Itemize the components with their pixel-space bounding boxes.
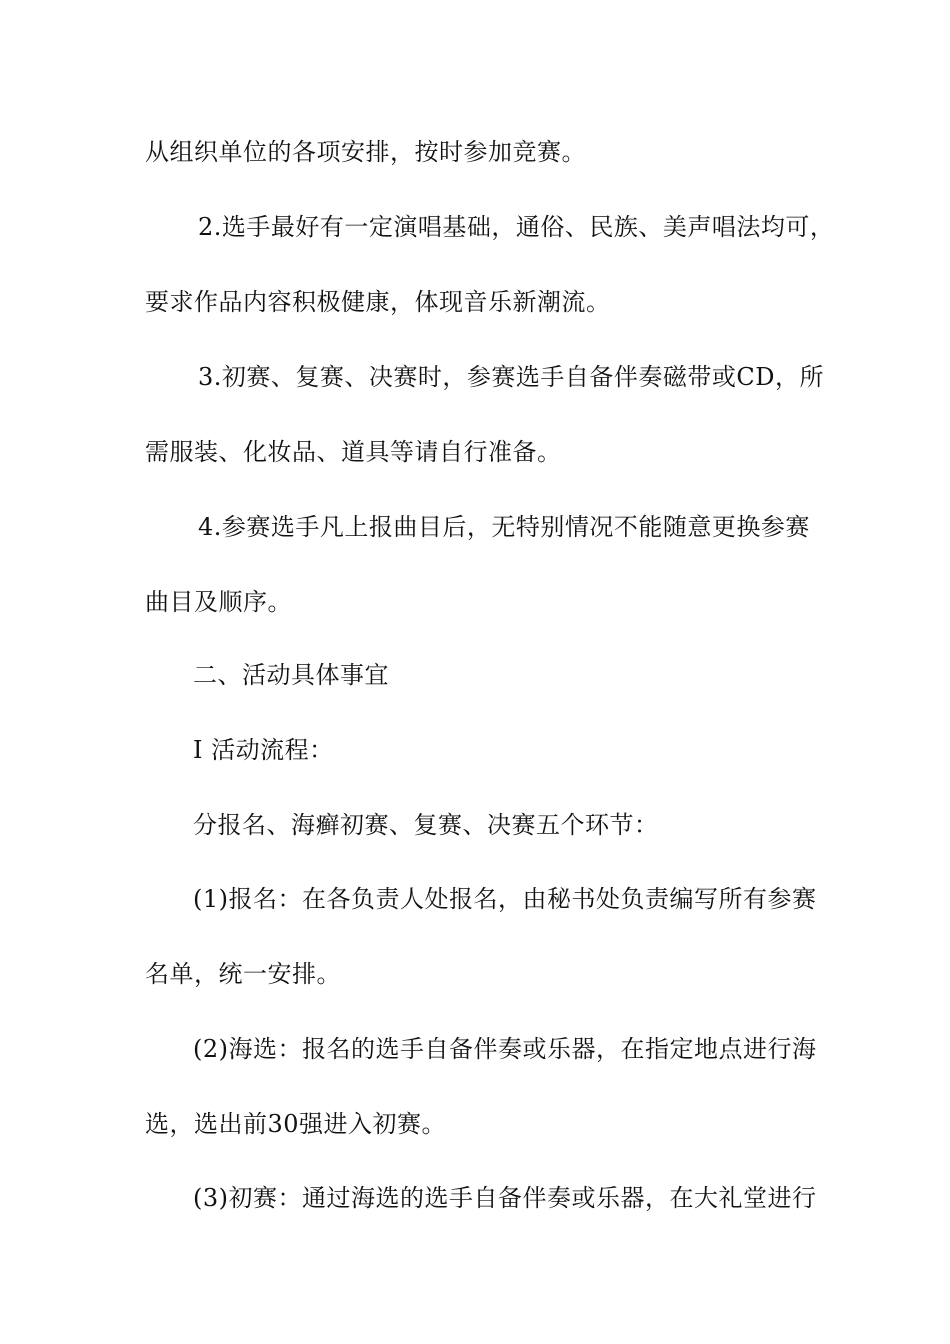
list-item-line: 选，选出前30强进入初赛。	[145, 1110, 447, 1138]
paragraph-line: 4.参赛选手凡上报曲目后，无特别情况不能随意更换参赛	[198, 513, 810, 541]
section-heading: 二、活动具体事宜	[193, 661, 389, 689]
list-item-line: (2)海选：报名的选手自备伴奏或乐器，在指定地点进行海	[193, 1035, 817, 1063]
paragraph-line: 要求作品内容积极健康，体现音乐新潮流。	[145, 288, 611, 316]
subsection-heading: Ⅰ 活动流程：	[193, 736, 334, 764]
paragraph-line: 2.选手最好有一定演唱基础，通俗、民族、美声唱法均可，	[198, 213, 835, 241]
paragraph-line: 需服装、化妆品、道具等请自行准备。	[145, 438, 562, 466]
paragraph-line: 3.初赛、复赛、决赛时，参赛选手自备伴奏磁带或CD，所	[198, 363, 825, 391]
paragraph-line: 分报名、海癣初赛、复赛、决赛五个环节：	[193, 811, 659, 839]
list-item-line: (1)报名：在各负责人处报名，由秘书处负责编写所有参赛	[193, 885, 817, 913]
list-item-line: (3)初赛：通过海选的选手自备伴奏或乐器，在大礼堂进行	[193, 1184, 817, 1212]
paragraph-line: 从组织单位的各项安排，按时参加竞赛。	[145, 138, 586, 166]
paragraph-line: 曲目及顺序。	[145, 588, 292, 616]
list-item-line: 名单，统一安排。	[145, 960, 341, 988]
